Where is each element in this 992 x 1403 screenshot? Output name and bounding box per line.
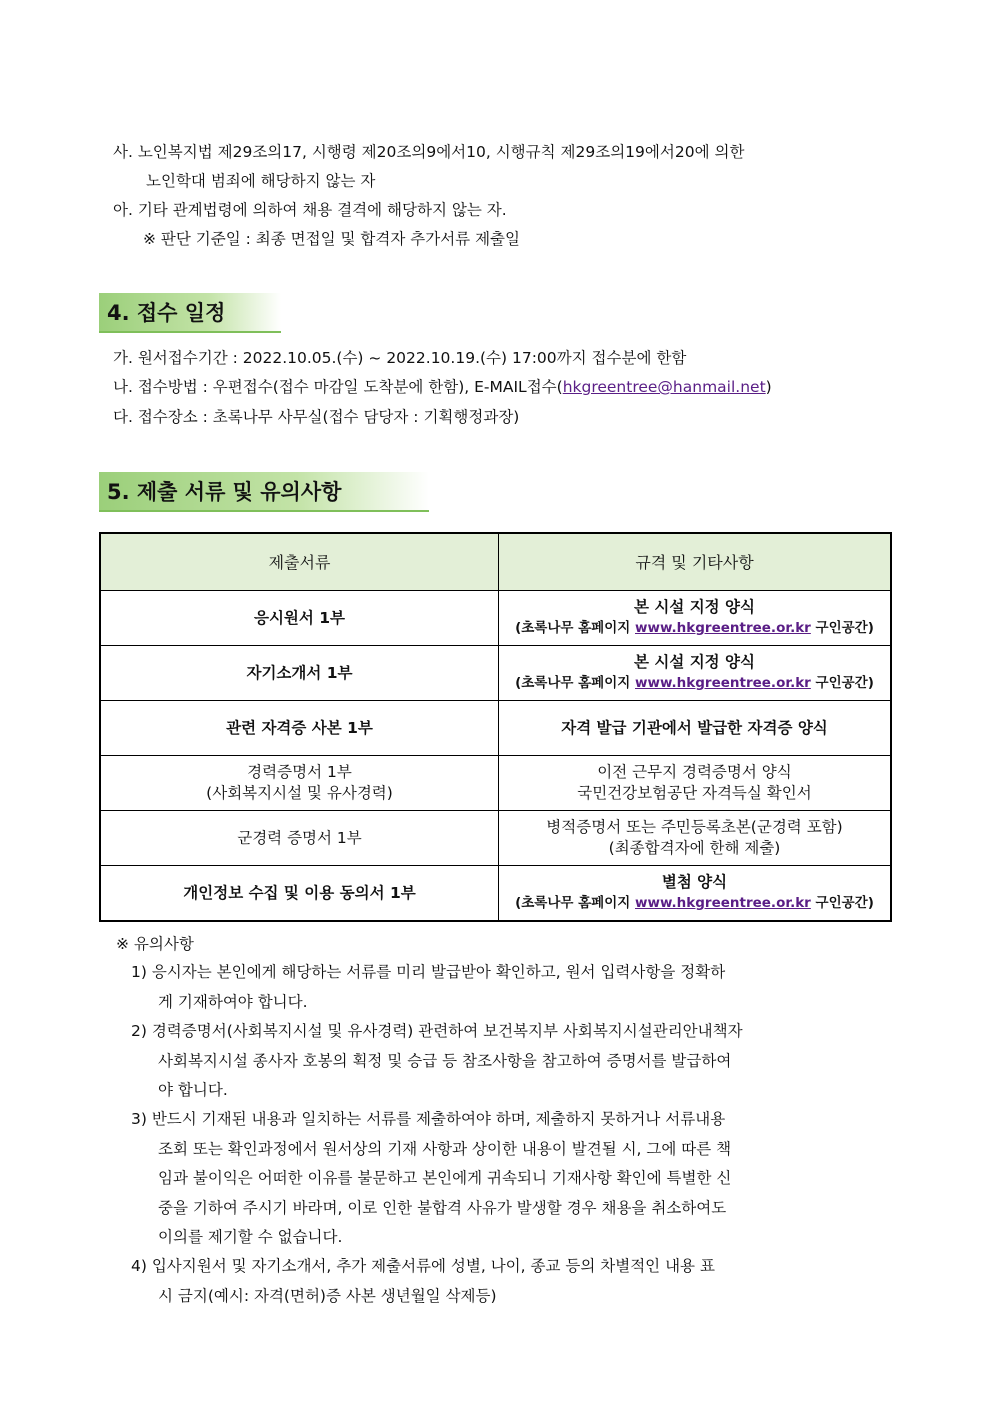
table-row: [100, 756, 891, 811]
table-header-row: [100, 533, 891, 591]
spec-cell: 자격 발급 기관에서 발급한 자격증 양식: [499, 701, 892, 756]
table-header-docs: 제출서류: [100, 533, 499, 591]
note-3-line: 3) 반드시 기재된 내용과 일치하는 서류를 제출하여야 하며, 제출하지 못하거나 서류내용: [131, 1110, 726, 1128]
application-method: [113, 377, 772, 397]
spec-main: 본 시설 지정 양식: [633, 598, 755, 616]
note-4-line: 시 금지(예시: 자격(면허)증 사본 생년월일 삭제등): [158, 1286, 497, 1305]
note-1-line: 게 기재하여야 합니다.: [158, 992, 308, 1011]
note-4: [131, 1252, 715, 1311]
note-3: [131, 1105, 731, 1253]
reference-date-note: ※ 판단 기준일 : 최종 면접일 및 합격자 추가서류 제출일: [143, 230, 520, 248]
doc-cell: 응시원서 1부: [100, 591, 499, 646]
application-method-close: ): [765, 378, 772, 396]
note-2-line: 사회복지시설 종사자 호봉의 획정 및 승급 등 참조사항을 참고하여 증명서를 발급하여: [158, 1051, 732, 1070]
spec-main: 이전 근무지 경력증명서 양식: [597, 763, 792, 781]
documents-table: [99, 532, 892, 922]
spec-sub: [503, 673, 886, 694]
eligibility-item-sa-cont: 노인학대 범죄에 해당하지 않는 자: [146, 172, 376, 190]
section-5-heading: 5. 제출 서류 및 유의사항: [99, 472, 429, 512]
homepage-link[interactable]: www.hkgreentree.or.kr: [635, 895, 811, 911]
homepage-link[interactable]: www.hkgreentree.or.kr: [635, 620, 811, 636]
homepage-link[interactable]: www.hkgreentree.or.kr: [635, 675, 811, 691]
spec-cell: [499, 591, 892, 646]
table-row: [100, 866, 891, 922]
spec-main: 본 시설 지정 양식: [633, 653, 755, 671]
application-location: 다. 접수장소 : 초록나무 사무실(접수 담당자 : 기획행정과장): [113, 408, 520, 426]
notes-title: ※ 유의사항: [116, 935, 194, 953]
application-period: 가. 원서접수기간 : 2022.10.05.(수) ~ 2022.10.19.(수) 17:00까지 접수분에 한함: [113, 349, 687, 367]
doc-main: 경력증명서 1부: [247, 763, 352, 781]
spec-main: 별첨 양식: [661, 873, 728, 891]
spec-sub-prefix: (초록나무 홈페이지: [515, 675, 635, 691]
note-1: [131, 958, 725, 1017]
spec-cell: [499, 811, 892, 866]
spec-cell: [499, 756, 892, 811]
note-2-line: 2) 경력증명서(사회복지시설 및 유사경력) 관련하여 보건복지부 사회복지시설관리안내책자: [131, 1022, 743, 1040]
table-row: [100, 701, 891, 756]
note-3-line: 임과 불이익은 어떠한 이유를 불문하고 본인에게 귀속되니 기재사항 확인에 특별한 신: [158, 1169, 732, 1187]
section-4-heading: 4. 접수 일정: [99, 293, 281, 333]
spec-cell: [499, 866, 892, 922]
doc-sub: (사회복지시설 및 유사경력): [206, 784, 393, 802]
note-2-line: 야 합니다.: [158, 1081, 228, 1099]
doc-cell: 군경력 증명서 1부: [100, 811, 499, 866]
table-row: [100, 646, 891, 701]
doc-cell: [100, 756, 499, 811]
spec-main-2: 국민건강보험공단 자격득실 확인서: [577, 784, 812, 802]
doc-cell: 자기소개서 1부: [100, 646, 499, 701]
doc-cell: 개인정보 수집 및 이용 동의서 1부: [100, 866, 499, 922]
spec-sub-suffix: 구인공간): [810, 620, 874, 636]
spec-main-2: (최종합격자에 한해 제출): [608, 839, 781, 857]
spec-main: 병적증명서 또는 주민등록초본(군경력 포함): [546, 818, 843, 836]
spec-sub-suffix: 구인공간): [810, 675, 874, 691]
spec-sub: [503, 893, 886, 914]
application-method-text: 나. 접수방법 : 우편접수(접수 마감일 도착분에 한함), E-MAIL접수(: [113, 378, 563, 396]
spec-cell: [499, 646, 892, 701]
table-row: [100, 811, 891, 866]
email-link[interactable]: hkgreentree@hanmail.net: [562, 378, 766, 396]
note-3-line: 조회 또는 확인과정에서 원서상의 기재 사항과 상이한 내용이 발견될 시, 그에 따른 책: [158, 1139, 732, 1158]
note-2: [131, 1017, 743, 1106]
spec-sub: [503, 618, 886, 639]
note-3-line: 중을 기하여 주시기 바라며, 이로 인한 불합격 사유가 발생할 경우 채용을 취소하여도: [158, 1198, 727, 1217]
doc-cell: 관련 자격증 사본 1부: [100, 701, 499, 756]
table-row: [100, 591, 891, 646]
spec-sub-prefix: (초록나무 홈페이지: [515, 895, 635, 911]
table-header-spec: 규격 및 기타사항: [499, 533, 892, 591]
note-1-line: 1) 응시자는 본인에게 해당하는 서류를 미리 발급받아 확인하고, 원서 입력사항을 정확하: [131, 963, 726, 981]
spec-sub-prefix: (초록나무 홈페이지: [515, 620, 635, 636]
note-3-line: 이의를 제기할 수 없습니다.: [158, 1228, 343, 1246]
eligibility-item-sa: 사. 노인복지법 제29조의17, 시행령 제20조의9에서10, 시행규칙 제29조의19에서20에 의한: [113, 143, 745, 161]
eligibility-item-a: 아. 기타 관계법령에 의하여 채용 결격에 해당하지 않는 자.: [113, 201, 507, 219]
note-4-line: 4) 입사지원서 및 자기소개서, 추가 제출서류에 성별, 나이, 종교 등의 차별적인 내용 표: [131, 1257, 715, 1275]
spec-sub-suffix: 구인공간): [810, 895, 874, 911]
